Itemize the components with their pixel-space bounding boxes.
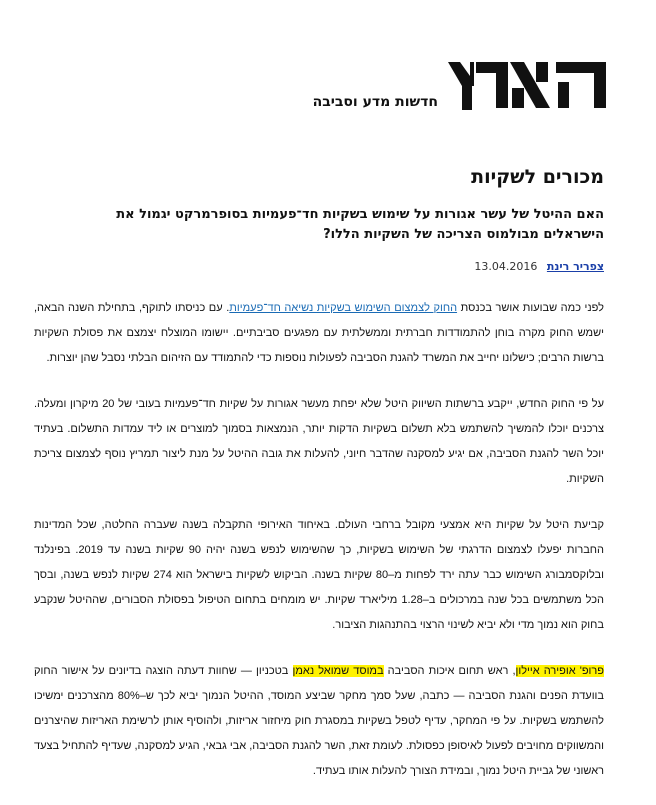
paragraph-1-lead: לפני כמה שבועות אושר בכנסת [457,302,604,314]
masthead [0,0,656,130]
paragraph-1-rest: . עם כניסתו לתוקף, בתחילת השנה הבאה, ישמש החוק מקרה בוחן להתמודדות חברתית וממשלתית עם מפגעים סביבתיים. יישומו המוצלח יצמצם את פסולת השקיות ברשות הרבים; כישלונו יחייב את המשרד להגנת הסביבה לפעולות נוספות כדי להתמודד עם הזיהום הבלתי נסבל שהן יוצרות. [34,302,604,364]
author-link[interactable]: צפריר רינת [546,260,604,273]
paragraph-4-mid: , ראש תחום איכות הסביבה [383,665,516,677]
publish-date: 13.04.2016 [474,260,538,273]
highlight-institute: במוסד שמואל נאמן [292,665,384,677]
highlight-name: פרופ' אופירה איילון [515,665,604,677]
paragraph-4-rest: בטכניון — שחוות דעתה הוצגה בדיונים על אישור החוק בוועדת הפנים והגנת הסביבה — כתבה, שעל סמך מחקר שביצע המוסד, ההיטל הנמוך יביא לכך ש–80% מהצרכנים ימשיכו להשתמש בשקיות. על פי המחקר, עדיף לטפל בשקיות במסגרת חוק מיחזור אריזות, ולהוסיף אותן לרשימת האריזות שהיצרנים והמשווקים מחויבים לפעול לאיסופן כפסולת. לעומת זאת, השר להגנת הסביבה, אבי גבאי, הגיע למסקנה, שעדיף להתחיל בצעד ראשוני של גביית היטל נמוך, ובמידת הצורך להעלות אותו בעתיד. [34,665,604,777]
paragraph-3: קביעת היטל על שקיות היא אמצעי מקובל ברחבי העולם. באיחוד האירופי התקבלה בשנה שעברה החלטה, שכל המדינות החברות יפעלו לצמצום הדרגתי של השימוש בשקיות, כך שהשימוש לנפש בשנה יהיה 90 שקיות בשנה עד 2019. בפינלנד ובלוקסמבורג השימוש כבר עתה ירד לפחות מ–80 שקיות בשנה. הביקוש לשקיות בישראל הוא 274 שקיות לנפש בשנה, ובסך הכל משתמשים בכל שנה במרכולים ב–1.28 מיליארד שקיות. יש מומחים בתחום הטיפול בפסולת הסבורים, שההיטל שנקבע בחוק הוא נמוך מדי ולא יביא לשינוי הרצוי בהתנהגות הציבור. [34,519,604,631]
article-body [34,296,604,805]
article-subtitle: האם ההיטל של עשר אגורות על שימוש בשקיות חד־פעמיות בסופרמרקט יגמול את הישראלים מבולמוס הצריכה של השקיות הללו? [116,207,604,242]
paragraph-1 [34,296,604,371]
byline [474,260,604,273]
law-link[interactable]: החוק לצמצום השימוש בשקיות נשיאה חד־פעמיות [229,302,458,314]
site-section-subtitle: חדשות מדע וסביבה [312,94,438,110]
paragraph-4 [34,659,604,784]
paragraph-2: על פי החוק החדש, ייקבע ברשתות השיווק היטל שלא יפחת מעשר אגורות על שקיות חד־פעמיות בעובי של 20 מיקרון ומעלה. צרכנים יוכלו להמשיך להשתמש בלא תשלום בשקיות הדקות יותר, הנמצאות בסמוך למוצרים או ליד עמדות התשלום. בעתיד יוכל השר להגנת הסביבה, אם יגיע למסקנה שהדבר חיוני, להעלות את גובה ההיטל על מנת ליצור תמריץ נוסף לצמצום צריכת השקיות. [34,398,604,485]
haaretz-logo[interactable] [448,58,608,110]
article-title: מכורים לשקיות [471,166,604,188]
